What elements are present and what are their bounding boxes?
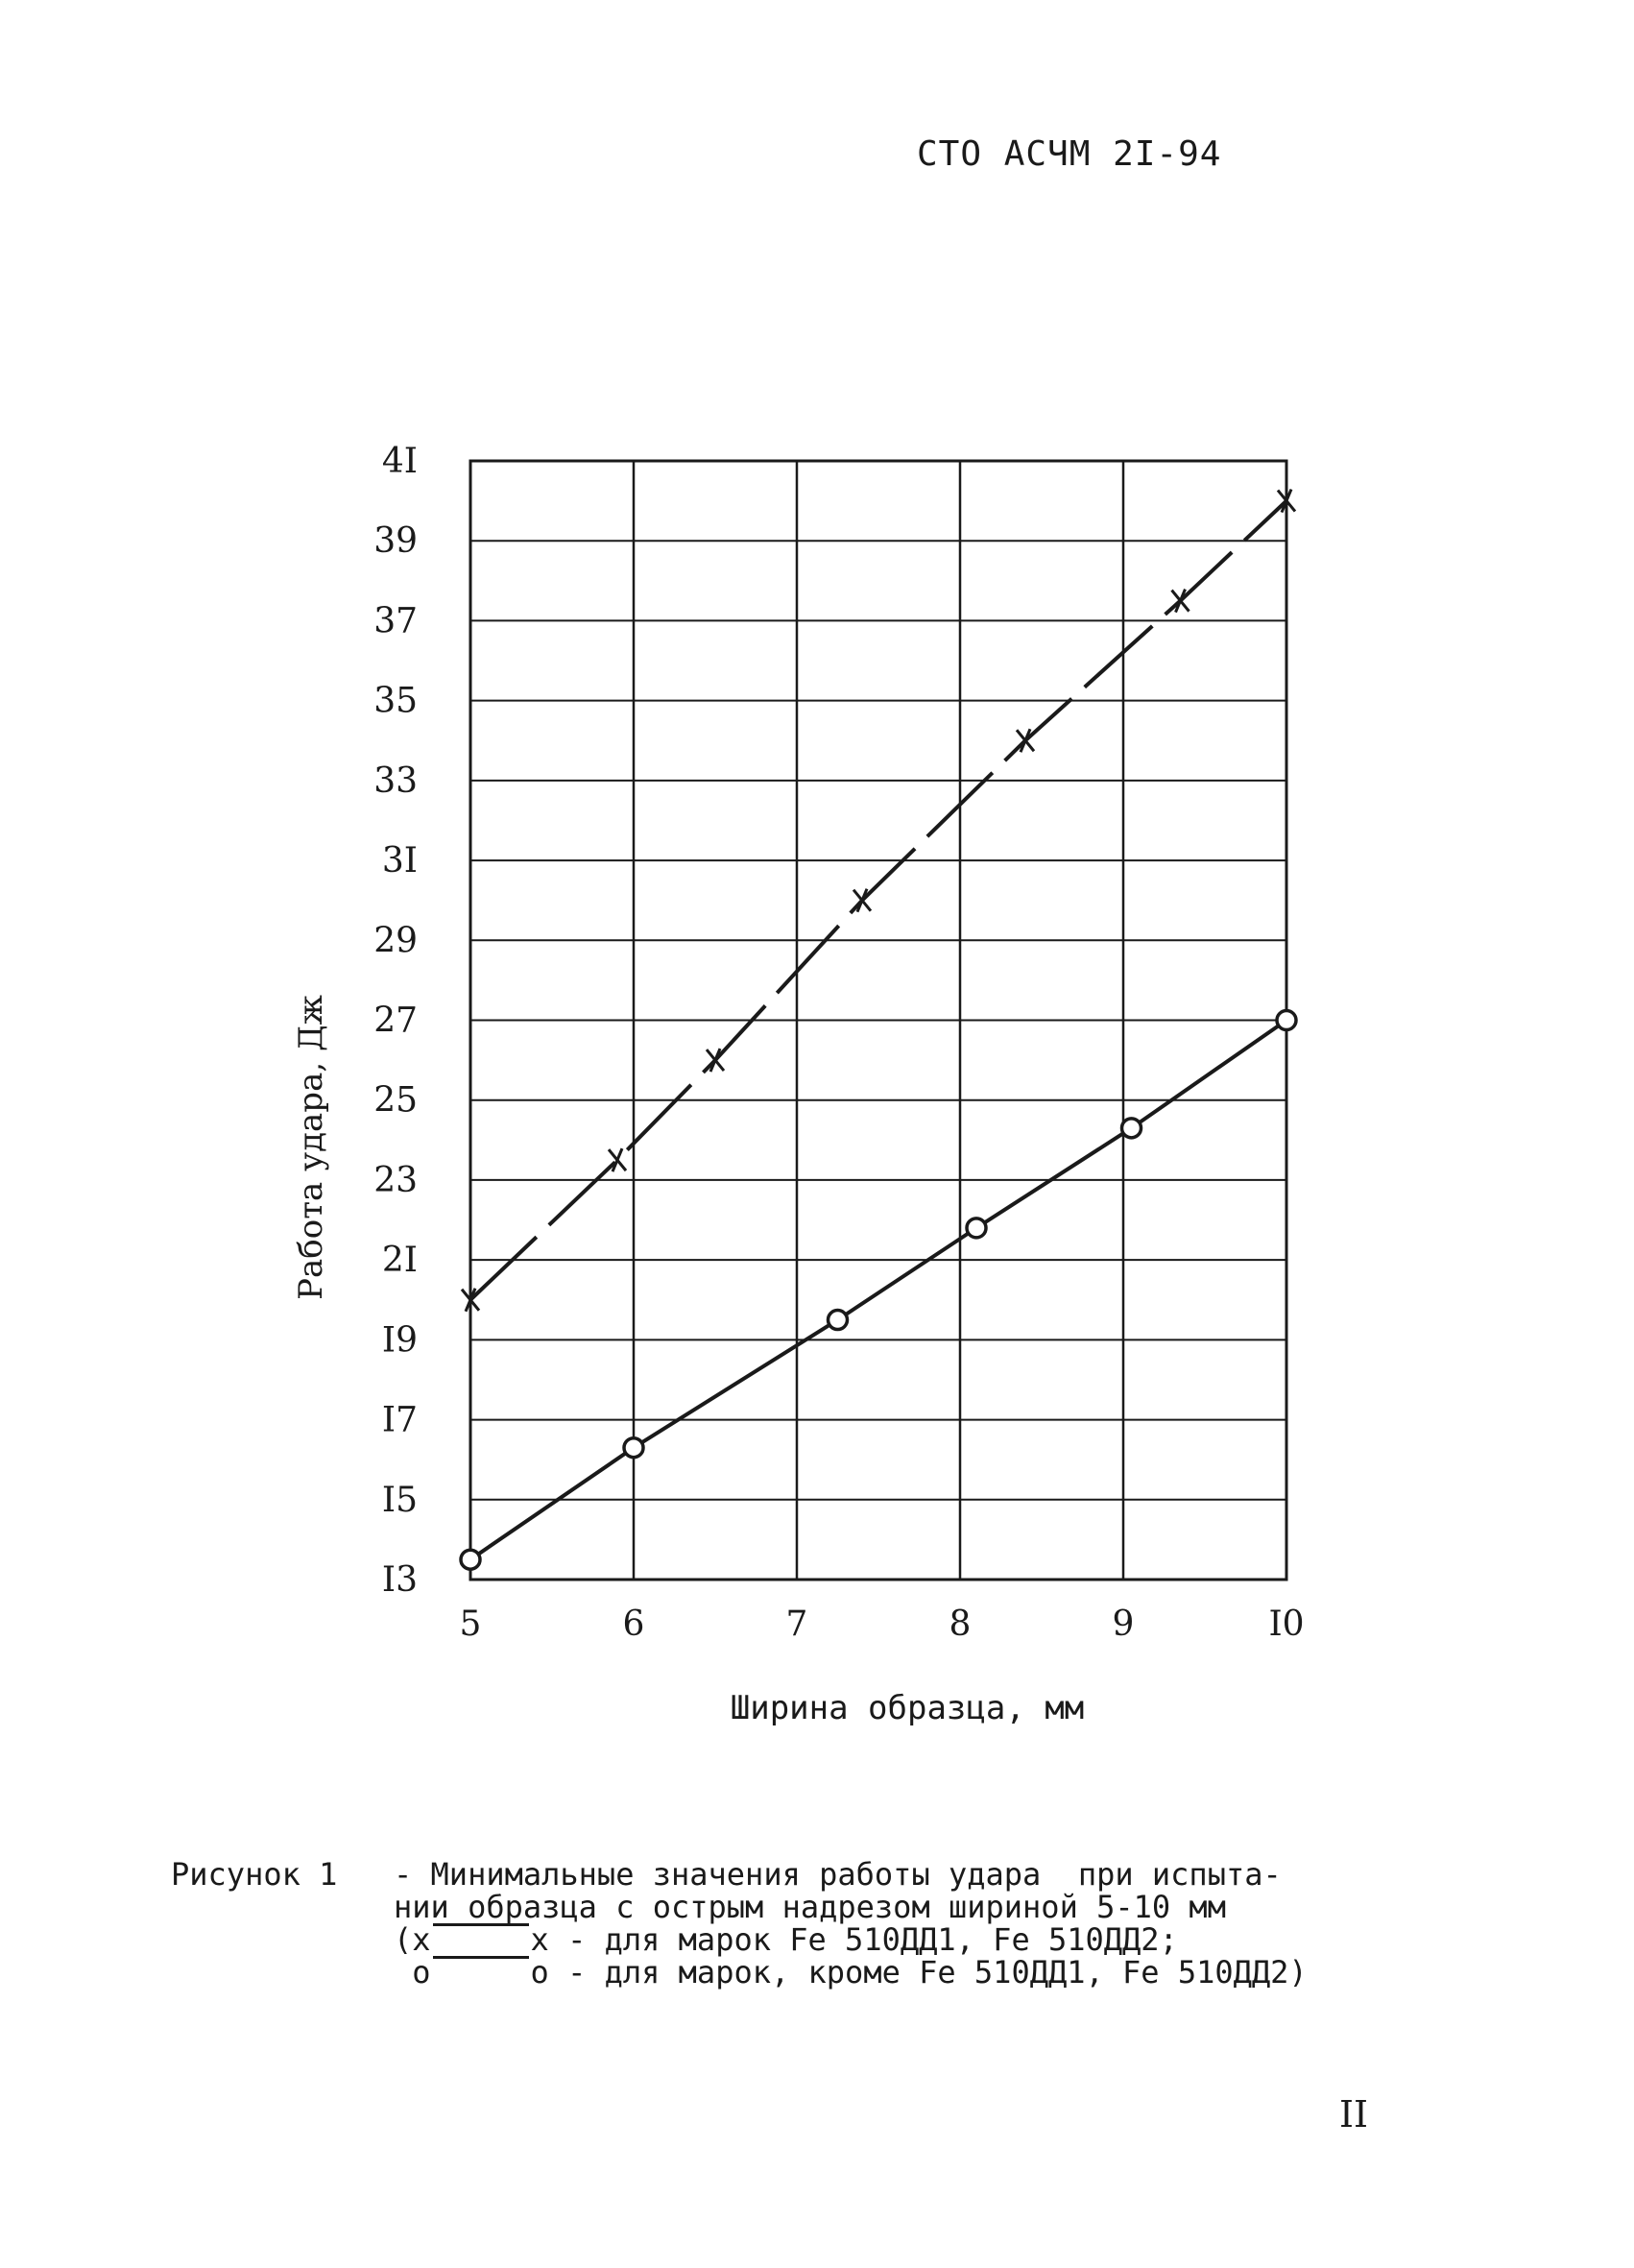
legend-o-open: o: [412, 1954, 431, 1991]
series-o-line: [470, 1021, 1286, 1560]
y-tick-label: 33: [373, 760, 418, 801]
y-tick-label: I3: [381, 1560, 418, 1600]
point-o-marker: [829, 1311, 848, 1330]
y-tick-label: 3I: [381, 841, 418, 881]
y-tick-label: 37: [373, 601, 418, 641]
y-tick-label: I7: [381, 1400, 418, 1440]
x-tick-label: 5: [459, 1604, 482, 1644]
y-tick-label: I5: [381, 1480, 418, 1520]
y-tick-label: 25: [373, 1080, 418, 1121]
point-o-marker: [967, 1218, 986, 1238]
y-tick-label: 27: [373, 1001, 418, 1041]
y-tick-label: 2I: [381, 1241, 418, 1281]
caption-line-1: - Минимальные значения работы удара при испыта-: [394, 1856, 1282, 1893]
legend-x-text: x - для марок Fe 510ДД1, Fe 510ДД2;: [530, 1921, 1178, 1958]
legend-o-line: [433, 1956, 529, 1989]
legend-x-open: (x: [394, 1921, 431, 1958]
legend-x-line: [433, 1923, 529, 1956]
marker-stroke: [613, 1148, 622, 1171]
marker-stroke: [1021, 729, 1030, 752]
figure-label: Рисунок 1: [171, 1856, 338, 1893]
x-tick-label: 8: [949, 1604, 972, 1644]
point-o-marker: [1122, 1119, 1141, 1138]
y-tick-label: 23: [373, 1160, 418, 1200]
y-tick-label: 39: [373, 521, 418, 562]
y-axis-label: Работа удара, Дж: [292, 995, 330, 1300]
page-number: II: [1339, 2093, 1369, 2135]
x-tick-label: 6: [622, 1604, 645, 1644]
x-axis-label: Ширина образца, мм: [730, 1689, 1085, 1727]
tick-labels: [373, 442, 1304, 1644]
point-o-marker: [624, 1438, 643, 1458]
y-tick-label: 35: [373, 681, 418, 721]
figure-caption: [171, 1858, 1308, 1989]
caption-line-2: нии образца с острым надрезом шириной 5-10 мм: [394, 1889, 1226, 1925]
marker-stroke: [857, 889, 867, 912]
marker-stroke: [1176, 590, 1186, 613]
point-o-marker: [461, 1550, 480, 1569]
y-tick-label: I9: [381, 1320, 418, 1361]
x-tick-label: I0: [1268, 1604, 1305, 1644]
document-code: СТО АСЧМ 2I-94: [917, 134, 1222, 174]
series: [461, 490, 1296, 1570]
marker-stroke: [710, 1049, 720, 1072]
grid: [470, 461, 1286, 1580]
y-tick-label: 4I: [381, 442, 418, 481]
legend-o-text: o - для марок, кроме Fe 510ДД1, Fe 510ДД2): [530, 1954, 1308, 1991]
x-tick-label: 7: [785, 1604, 808, 1644]
x-tick-label: 9: [1112, 1604, 1135, 1644]
y-tick-label: 29: [373, 921, 418, 961]
point-o-marker: [1277, 1011, 1296, 1030]
